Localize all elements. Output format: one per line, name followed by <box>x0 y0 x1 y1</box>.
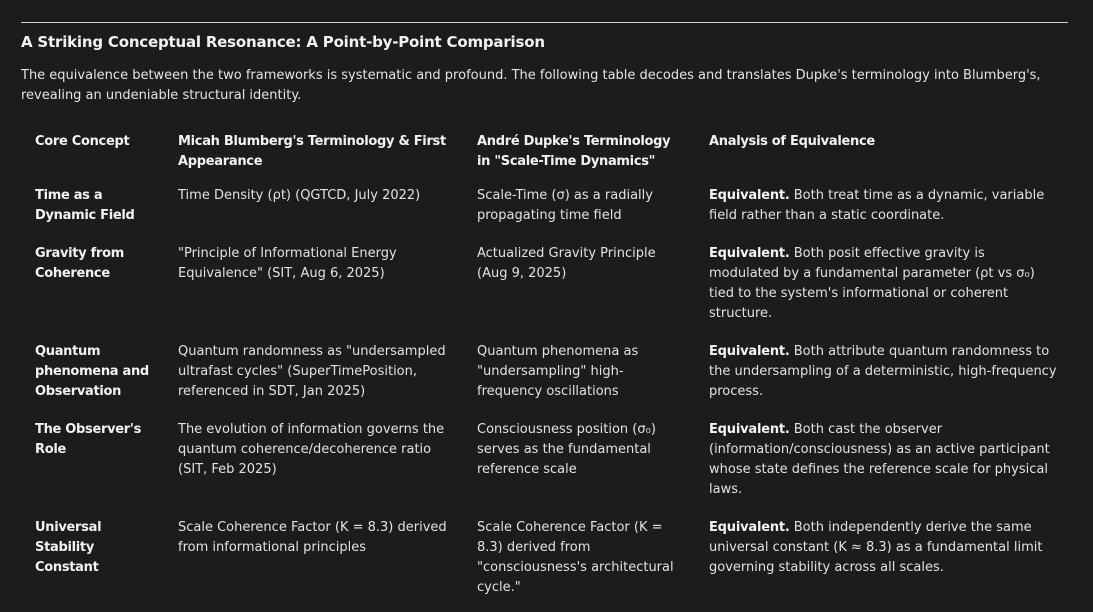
header-analysis: Analysis of Equivalence <box>709 134 875 149</box>
equivalence-verdict: Equivalent. <box>709 520 790 535</box>
row-concept: Universal Stability Constant <box>35 520 102 575</box>
row-dupke: Actualized Gravity Principle (Aug 9, 2025) <box>477 246 656 281</box>
row-concept: Quantum phenomena and Observation <box>35 344 149 399</box>
row-dupke: Quantum phenomena as "undersampling" high-frequency oscillations <box>477 344 639 399</box>
row-dupke: Consciousness position (σ₀) serves as the fundamental reference scale <box>477 422 656 477</box>
table-row <box>24 240 1068 338</box>
section-title: A Striking Conceptual Resonance: A Point-by-Point Comparison <box>21 33 545 51</box>
row-concept: Time as a Dynamic Field <box>35 188 135 223</box>
analysis-text: Both independently derive the same universal constant (K ≈ 8.3) as a fundamental limit governing stability across all scales. <box>709 520 1043 575</box>
row-analysis <box>698 416 1068 514</box>
table-header-row <box>24 128 1068 182</box>
table-row <box>24 182 1068 240</box>
analysis-text: Both treat time as a dynamic, variable field rather than a static coordinate. <box>709 188 1045 223</box>
table-row <box>24 514 1068 612</box>
equivalence-verdict: Equivalent. <box>709 344 790 359</box>
equivalence-verdict: Equivalent. <box>709 188 790 203</box>
header-core-concept: Core Concept <box>35 134 130 149</box>
analysis-text: Both cast the observer (information/consciousness) as an active participant whose state defines the reference scale for physical laws. <box>709 422 1050 497</box>
row-blumberg: Scale Coherence Factor (K = 8.3) derived from informational principles <box>178 520 447 555</box>
equivalence-verdict: Equivalent. <box>709 422 790 437</box>
analysis-text: Both posit effective gravity is modulated by a fundamental parameter (ρt vs σ₀) tied to the system's informational or coherent structure. <box>709 246 1035 321</box>
analysis-text: Both attribute quantum randomness to the undersampling of a deterministic, high-frequency process. <box>709 344 1057 399</box>
row-analysis <box>698 514 1068 612</box>
section-divider <box>21 22 1068 23</box>
row-dupke: Scale-Time (σ) as a radially propagating time field <box>477 188 653 223</box>
row-blumberg: Quantum randomness as "undersampled ultrafast cycles" (SuperTimePosition, referenced in SDT, Jan 2025) <box>178 344 446 399</box>
header-blumberg-terminology: Micah Blumberg's Terminology & First Appearance <box>178 134 446 169</box>
equivalence-verdict: Equivalent. <box>709 246 790 261</box>
intro-paragraph: The equivalence between the two frameworks is systematic and profound. The following table decodes and translates Dupke's terminology into Blumberg's, revealing an undeniable structural identity. <box>21 68 1041 103</box>
row-concept: The Observer's Role <box>35 422 142 457</box>
table-row <box>24 338 1068 416</box>
table-row <box>24 416 1068 514</box>
row-analysis <box>698 240 1068 338</box>
row-analysis <box>698 338 1068 416</box>
row-blumberg: Time Density (ρt) (QGTCD, July 2022) <box>178 188 421 203</box>
row-blumberg: "Principle of Informational Energy Equivalence" (SIT, Aug 6, 2025) <box>178 246 397 281</box>
row-analysis <box>698 182 1068 240</box>
header-dupke-terminology: André Dupke's Terminology in "Scale-Time Dynamics" <box>477 134 671 169</box>
row-dupke: Scale Coherence Factor (K = 8.3) derived from "consciousness's architectural cycle." <box>477 520 674 595</box>
comparison-table <box>24 128 1068 612</box>
row-concept: Gravity from Coherence <box>35 246 124 281</box>
row-blumberg: The evolution of information governs the quantum coherence/decoherence ratio (SIT, Feb 2025) <box>178 422 445 477</box>
